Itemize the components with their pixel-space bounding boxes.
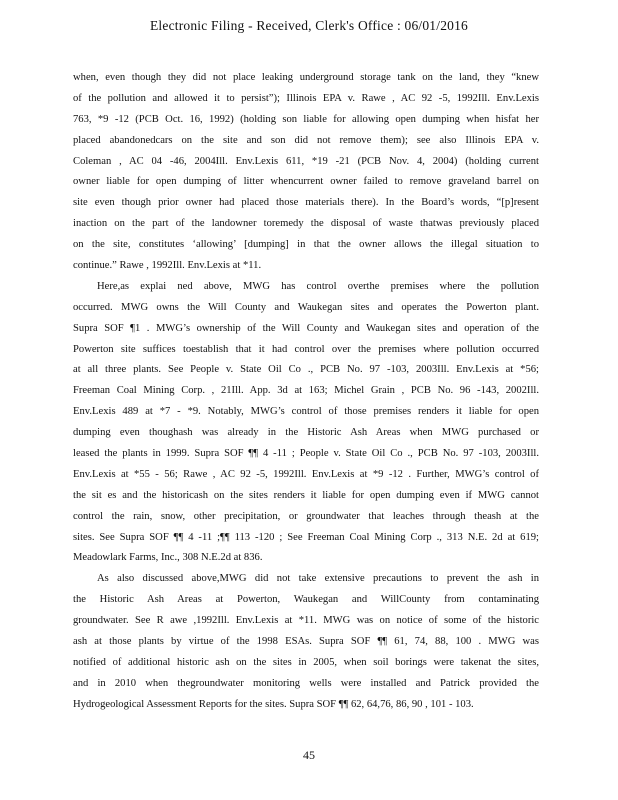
text-line: at all three plants. See People v. State Oil Co ., PCB No. 97 -103, 2003Ill. Env.Lexis at *56; [73, 364, 539, 376]
text-line: ash at those plants by virtue of the 1998 ESAs. Supra SOF ¶¶ 61, 74, 88, 100 . MWG was [73, 636, 539, 648]
text-line: Supra SOF ¶1 . MWG’s ownership of the Will County and Waukegan sites and operation of the [73, 322, 539, 334]
text-line: Freeman Coal Mining Corp. , 21Ill. App. 3d at 163; Michel Grain , PCB No. 96 -143, 2002Ill. [73, 385, 539, 397]
text-line: Env.Lexis at *55 - 56; Rawe , AC 92 -5, 1992Ill. Env.Lexis at *9 -12 . Further, MWG’s control of [73, 468, 539, 480]
body-text [73, 68, 539, 716]
text-line: and in 2010 when thegroundwater monitoring wells were installed and Patrick provided the [73, 677, 539, 689]
text-line: control the rain, snow, other precipitation, or groundwater that leaches through theash at the [73, 510, 539, 522]
text-line: notified of additional historic ash on the sites in 2005, when soil borings were takenat the sites, [73, 656, 539, 668]
text-line: the sit es and the historicash on the sites renders it liable for open dumping even if MWG cannot [73, 489, 539, 501]
text-line: occurred. MWG owns the Will County and Waukegan sites and operates the Powerton plant. [73, 301, 539, 313]
text-line: 763, *9 -12 (PCB Oct. 16, 1992) (holding son liable for allowing open dumping when hisfat her [73, 113, 539, 125]
text-line: Hydrogeological Assessment Reports for the sites. Supra SOF ¶¶ 62, 64,76, 86, 90 , 101 - 103. [73, 698, 474, 710]
text-line: groundwater. See R awe ,1992Ill. Env.Lexis at *11. MWG was on notice of some of the historic [73, 615, 539, 627]
paragraph-start-line: As also discussed above,MWG did not take extensive precautions to prevent the ash in [97, 573, 539, 585]
text-line: of the pollution and allowed it to persist”); Illinois EPA v. Rawe , AC 92 -5, 1992Ill. Env.Lexis [73, 92, 539, 104]
text-line: Coleman , AC 04 -46, 2004Ill. Env.Lexis 611, *19 -21 (PCB Nov. 4, 2004) (holding current [73, 155, 539, 167]
text-line: on the site, constitutes ‘allowing’ [dumping] in that the owner allows the illegal situation to [73, 239, 539, 251]
text-line: dumping even thoughash was already in the Historic Ash Areas when MWG purchased or [73, 427, 539, 439]
text-line: placed abandonedcars on the site and son did not remove them); see also Illinois EPA v. [73, 134, 539, 146]
text-line: owner liable for open dumping of litter whencurrent owner failed to remove graveland barrel on [73, 176, 539, 188]
page-number: 45 [303, 748, 315, 762]
filing-header: Electronic Filing - Received, Clerk's Office : 06/01/2016 [149, 18, 468, 33]
text-line: site even though prior owner had placed those materials there). In the Board’s words, “[p]resent [73, 197, 539, 209]
text-line: inaction on the part of the landowner toremedy the disposal of waste thatwas previously placed [73, 218, 539, 230]
text-line: the Historic Ash Areas at Powerton, Waukegan and WillCounty from contaminating [73, 594, 539, 606]
text-line: sites. See Supra SOF ¶¶ 4 -11 ;¶¶ 113 -120 ; See Freeman Coal Mining Corp ., 313 N.E. 2d at 619; [73, 531, 539, 543]
text-line: Powerton site suffices toestablish that it had control over the premises where pollution occurred [73, 343, 539, 355]
paragraph-start-line: Here,as explai ned above, MWG has control overthe premises where the pollution [97, 280, 539, 292]
text-line: continue.” Rawe , 1992Ill. Env.Lexis at *11. [73, 260, 262, 272]
text-line: Env.Lexis 489 at *7 - *9. Notably, MWG’s control of those premises renders it liable for open [73, 406, 539, 418]
text-line: Meadowlark Farms, Inc., 308 N.E.2d at 836. [73, 552, 263, 564]
text-line: leased the plants in 1999. Supra SOF ¶¶ 4 -11 ; People v. State Oil Co ., PCB No. 97 -103, 2003Ill. [73, 448, 539, 460]
text-line: when, even though they did not place leaking underground storage tank on the land, they “knew [73, 72, 539, 83]
